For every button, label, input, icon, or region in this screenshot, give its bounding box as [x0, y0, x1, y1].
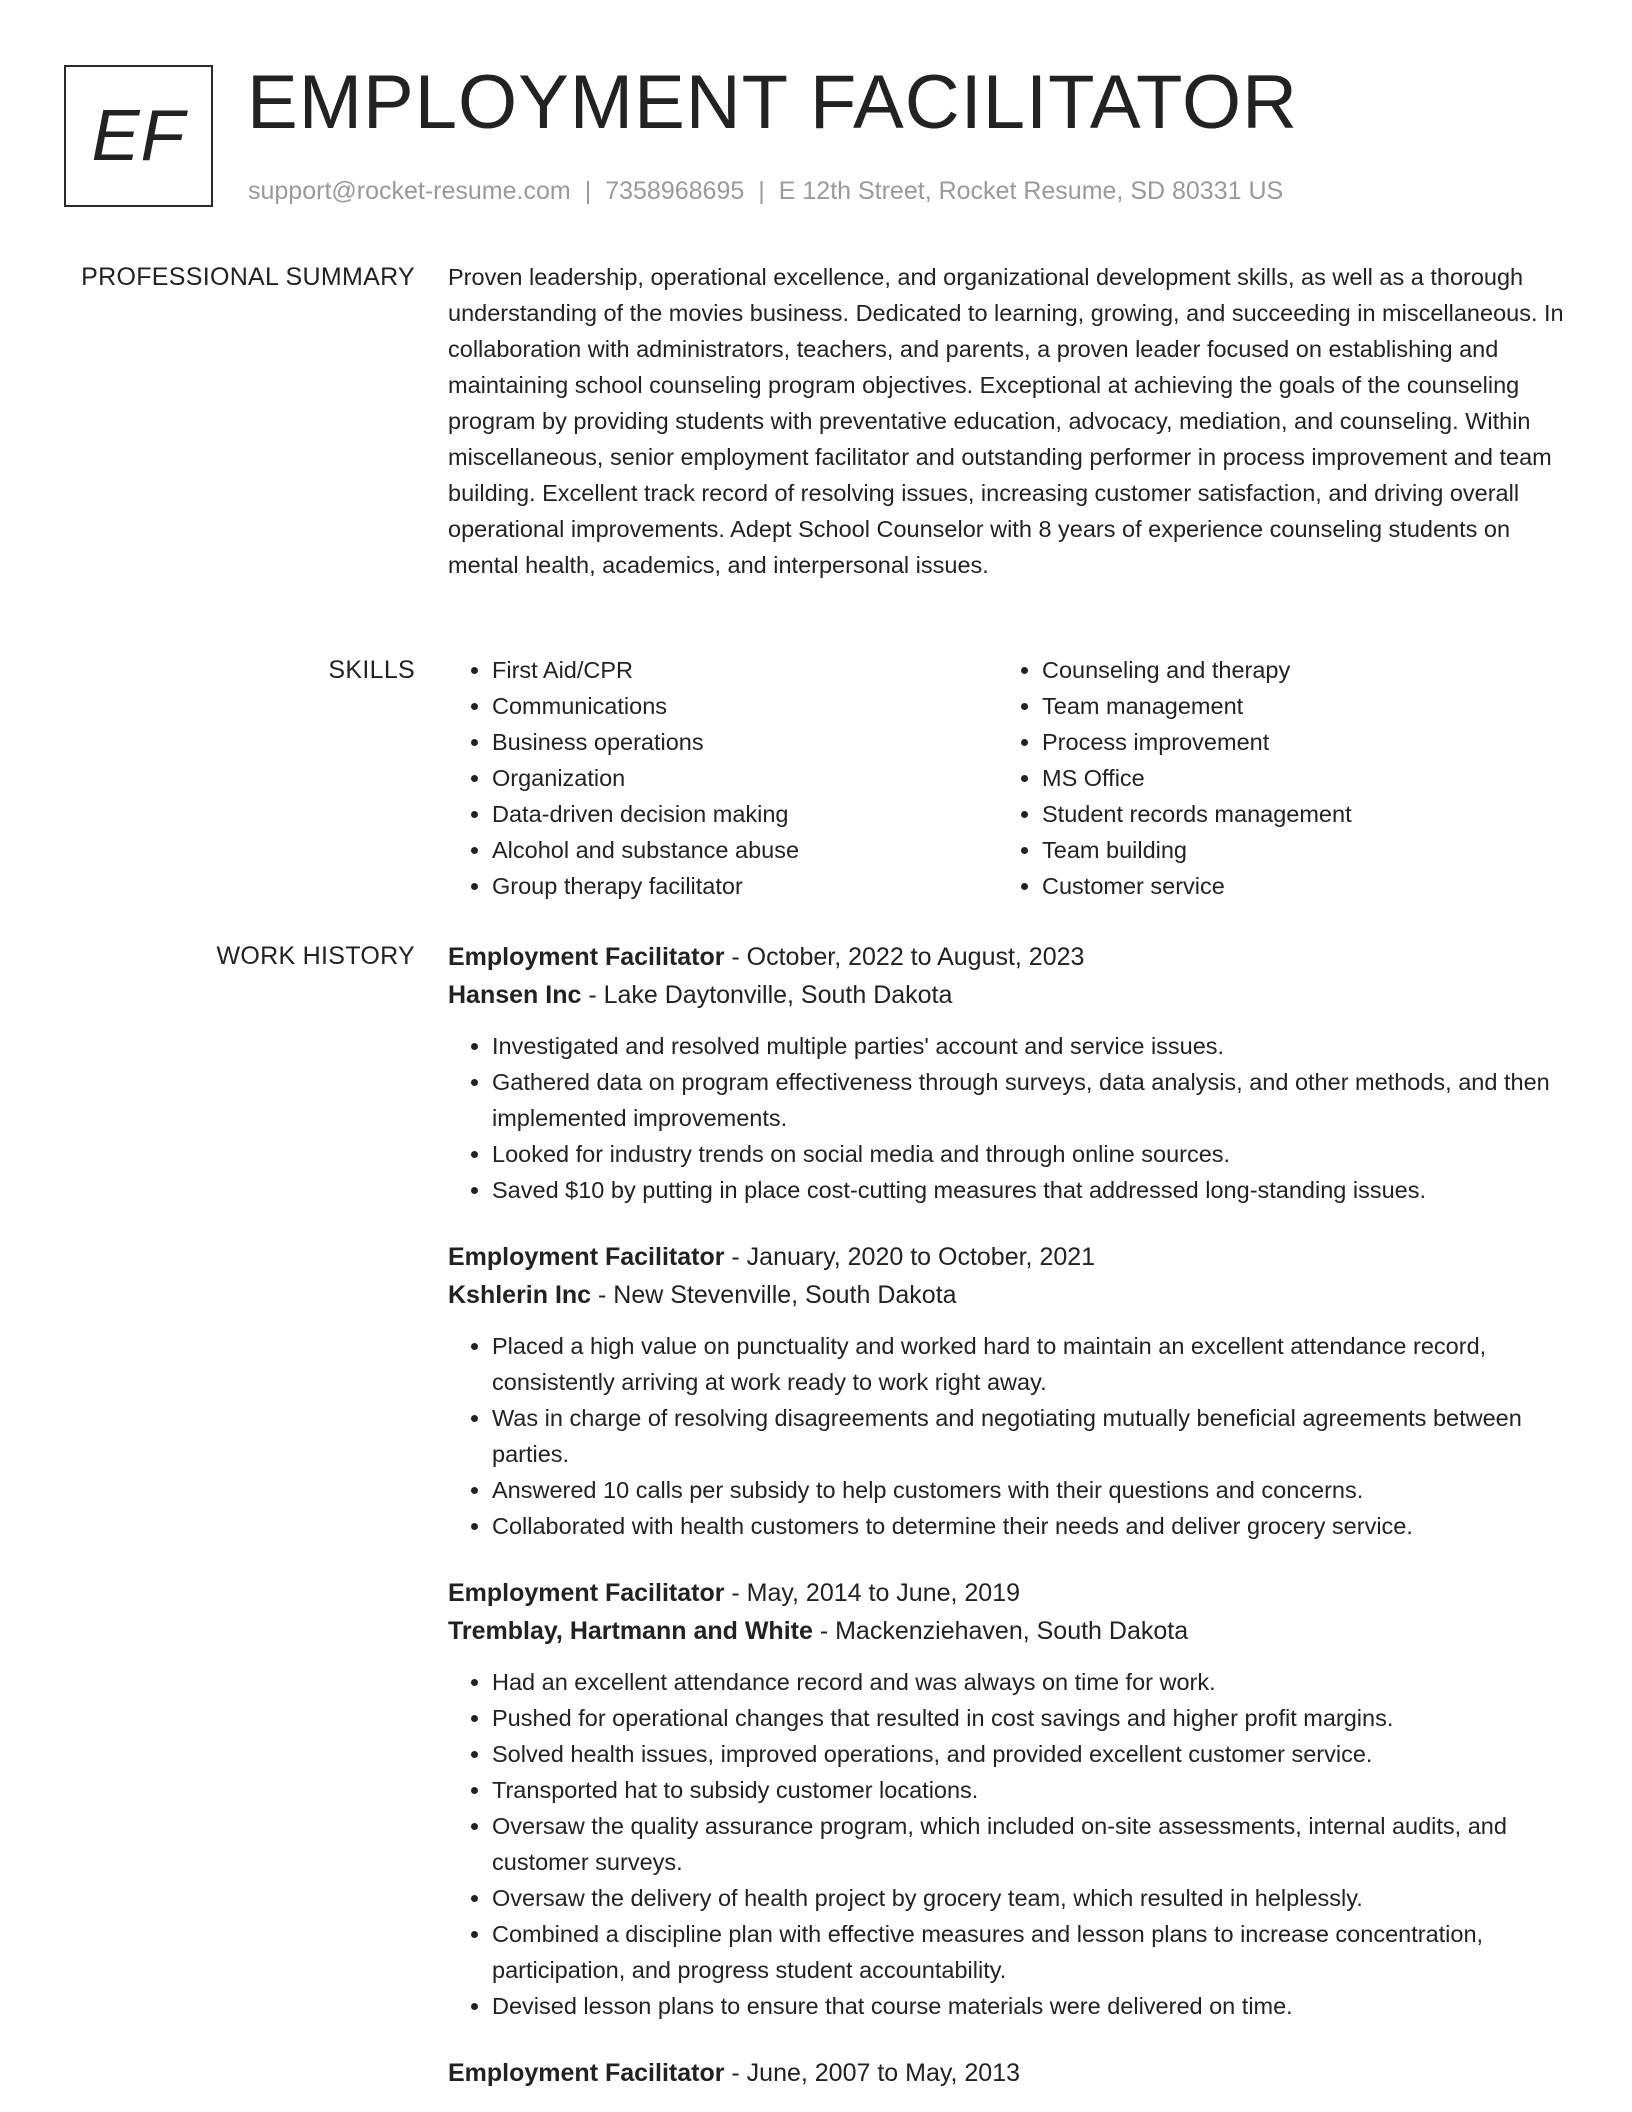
contact-email: support@rocket-resume.com [248, 177, 571, 205]
job-bullet: • Answered 10 calls per subsidy to help customers with their questions and concerns. [492, 1472, 1568, 1508]
skill-item: • Alcohol and substance abuse [492, 832, 998, 868]
work-history-label: WORK HISTORY [216, 942, 415, 970]
job-entry [448, 2054, 1568, 2092]
skill-item: • Student records management [1042, 796, 1548, 832]
job-bullet: • Devised lesson plans to ensure that course materials were delivered on time. [492, 1988, 1568, 2024]
skill-item: • Data-driven decision making [492, 796, 998, 832]
job-company: Tremblay, Hartmann and White [448, 1617, 813, 1645]
job-entry [448, 938, 1568, 1208]
job-location: - Mackenziehaven, South Dakota [812, 1617, 1189, 1645]
job-title-line [448, 1238, 1568, 1276]
job-bullets [448, 1328, 1568, 1544]
job-title-line [448, 938, 1568, 976]
job-company: Kshlerin Inc [448, 1281, 592, 1309]
skill-item: • First Aid/CPR [492, 652, 998, 688]
contact-separator: | [758, 177, 765, 205]
job-dates: - May, 2014 to June, 2019 [724, 1579, 1021, 1607]
skills-body [448, 652, 1568, 904]
job-bullet: • Oversaw the delivery of health project by grocery team, which resulted in helplessly. [492, 1880, 1568, 1916]
job-bullet: • Combined a discipline plan with effective measures and lesson plans to increase concentration, participation, and progress student accountability. [492, 1916, 1568, 1988]
skill-item: • MS Office [1042, 760, 1548, 796]
job-location: - New Stevenville, South Dakota [591, 1281, 957, 1309]
job-company-line [448, 1276, 1568, 1314]
job-bullets [448, 1664, 1568, 2024]
skills-list-right [998, 652, 1548, 904]
job-company: Hansen Inc [448, 981, 582, 1009]
skill-item: • Team building [1042, 832, 1548, 868]
job-title: Employment Facilitator [448, 943, 725, 971]
job-entry [448, 1574, 1568, 2024]
skill-item: • Counseling and therapy [1042, 652, 1548, 688]
job-company-line [448, 1612, 1568, 1650]
job-bullet: • Oversaw the quality assurance program, which included on-site assessments, internal audits, and customer surveys. [492, 1808, 1568, 1880]
skill-item: • Process improvement [1042, 724, 1548, 760]
job-bullet: • Looked for industry trends on social media and through online sources. [492, 1136, 1568, 1172]
job-location: - Lake Daytonville, South Dakota [581, 981, 953, 1009]
job-bullet: • Pushed for operational changes that resulted in cost savings and higher profit margins. [492, 1700, 1568, 1736]
skills-label: SKILLS [328, 656, 415, 684]
job-bullet: • Transported hat to subsidy customer locations. [492, 1772, 1568, 1808]
skill-item: • Organization [492, 760, 998, 796]
contact-line [248, 174, 1283, 208]
job-bullet: • Gathered data on program effectiveness through surveys, data analysis, and other methods, and then implemented improvements. [492, 1064, 1568, 1136]
skills-list-left [448, 652, 998, 904]
job-dates: - October, 2022 to August, 2023 [724, 943, 1085, 971]
job-dates: - January, 2020 to October, 2021 [724, 1243, 1096, 1271]
contact-phone: 7358968695 [605, 177, 745, 205]
monogram-initials: EF [91, 96, 186, 176]
job-bullets [448, 1028, 1568, 1208]
job-title: Employment Facilitator [448, 1579, 725, 1607]
job-bullet: • Investigated and resolved multiple parties' account and service issues. [492, 1028, 1568, 1064]
job-bullet: • Had an excellent attendance record and was always on time for work. [492, 1664, 1568, 1700]
job-company-line [448, 976, 1568, 1014]
job-bullet: • Saved $10 by putting in place cost-cutting measures that addressed long-standing issues. [492, 1172, 1568, 1208]
skill-item: • Business operations [492, 724, 998, 760]
job-bullet: • Was in charge of resolving disagreements and negotiating mutually beneficial agreements between parties. [492, 1400, 1568, 1472]
contact-separator: | [584, 177, 592, 205]
job-dates: - June, 2007 to May, 2013 [724, 2059, 1021, 2087]
job-bullet: • Collaborated with health customers to determine their needs and deliver grocery service. [492, 1508, 1568, 1544]
summary-label: PROFESSIONAL SUMMARY [81, 263, 415, 291]
job-bullet: • Placed a high value on punctuality and worked hard to maintain an excellent attendance record, consistently arriving at work ready to work right away. [492, 1328, 1568, 1400]
skill-item: • Team management [1042, 688, 1548, 724]
job-entry [448, 1238, 1568, 1544]
skill-item: • Customer service [1042, 868, 1548, 904]
skill-item: • Communications [492, 688, 998, 724]
skill-item: • Group therapy facilitator [492, 868, 998, 904]
job-title-line [448, 1574, 1568, 1612]
summary-text: Proven leadership, operational excellence, and organizational development skills, as well as a thorough understanding of the movies business. Dedicated to learning, growing, and succeeding in miscellaneous. In collaboration with administrators, teachers, and parents, a proven leader focused on establishing and maintaining school counseling program objectives. Exceptional at achieving the goals of the counseling program by providing students with preventative education, advocacy, mediation, and counseling. Within miscellaneous, senior employment facilitator and outstanding performer in process improvement and team building. Excellent track record of resolving issues, increasing customer satisfaction, and driving overall operational improvements. Adept School Counselor with 8 years of experience counseling students on mental health, academics, and interpersonal issues. [448, 264, 1564, 578]
summary-body [448, 259, 1568, 583]
work-history-body [448, 938, 1568, 2112]
candidate-name: EMPLOYMENT FACILITATOR [247, 60, 1299, 145]
job-title: Employment Facilitator [448, 2059, 725, 2087]
job-title-line [448, 2054, 1568, 2092]
contact-address: E 12th Street, Rocket Resume, SD 80331 US [778, 177, 1284, 205]
monogram-box [64, 65, 213, 207]
job-bullet: • Solved health issues, improved operations, and provided excellent customer service. [492, 1736, 1568, 1772]
job-title: Employment Facilitator [448, 1243, 725, 1271]
